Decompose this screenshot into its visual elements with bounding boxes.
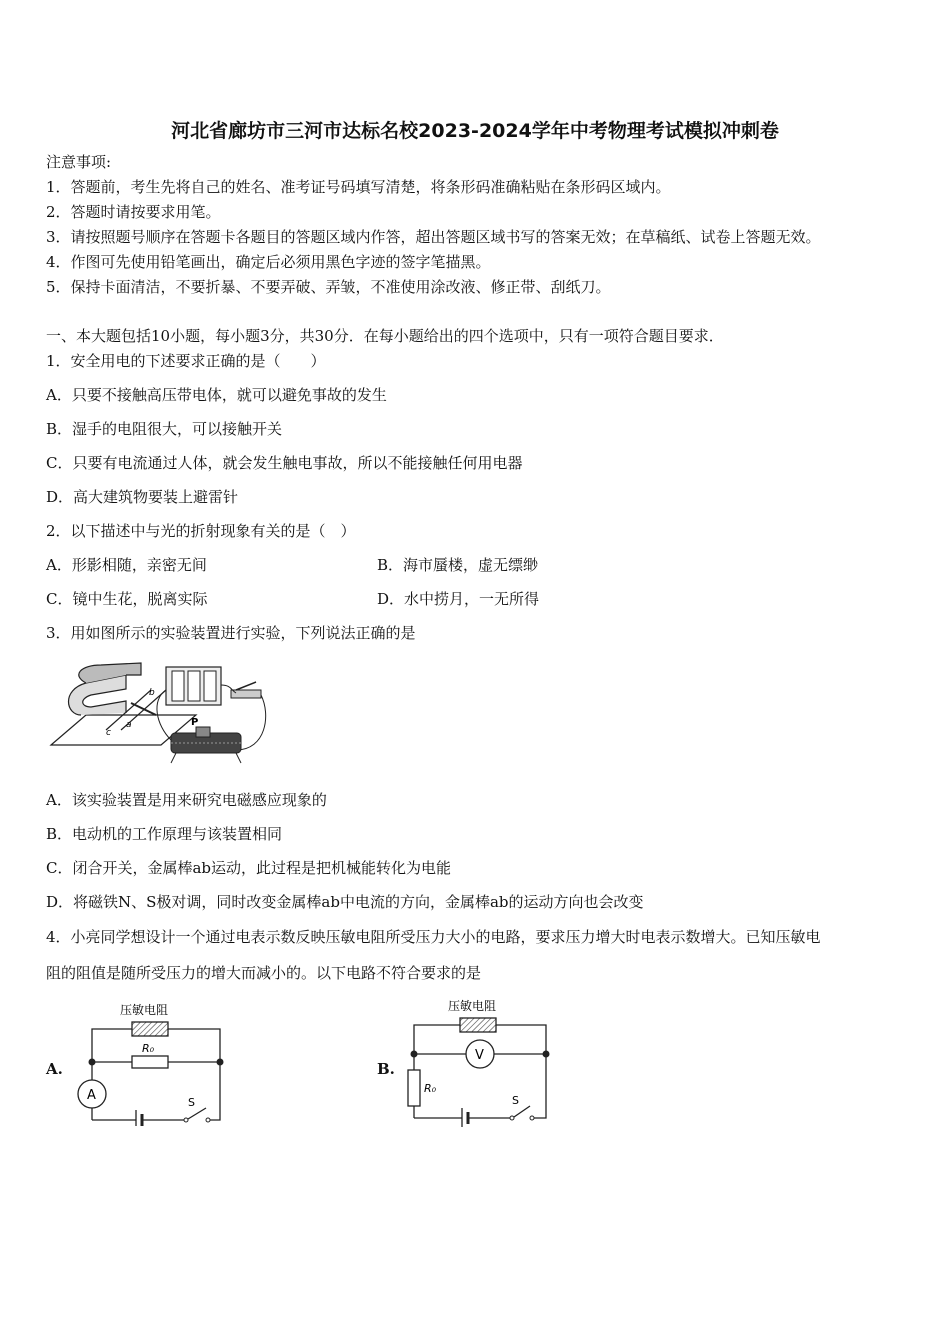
circuit-a-r0-label: R₀ <box>142 1042 155 1055</box>
section-heading: 一、本大题包括10小题，每小题3分，共30分．在每小题给出的四个选项中，只有一项符合题目要求． <box>46 327 724 345</box>
q4-circuit-a <box>70 996 240 1126</box>
circuit-b-switch-label: S <box>512 1094 519 1107</box>
circuit-a-sensor-resistor <box>132 1022 168 1036</box>
note-item-5: 5．保持卡面清洁，不要折暴、不要弄破、弄皱，不准使用涂改液、修正带、刮纸刀。 <box>46 278 611 296</box>
q2-option-b: B．海市蜃楼，虚无缥缈 <box>377 556 539 574</box>
q4-circuit-b <box>398 992 563 1127</box>
q4-stem-line2: 阻的阻值是随所受压力的增大而减小的。以下电路不符合要求的是 <box>46 964 482 982</box>
q2-option-c: C．镜中生花，脱离实际 <box>46 590 208 608</box>
q3-option-a: A．该实验装置是用来研究电磁感应现象的 <box>46 791 327 809</box>
q2-stem: 2．以下描述中与光的折射现象有关的是（ ） <box>46 522 356 540</box>
label-c: c <box>106 728 111 738</box>
circuit-b-switch <box>514 1106 530 1117</box>
circuit-b-sensor-label: 压敏电阻 <box>448 999 497 1013</box>
label-a: a <box>126 720 132 730</box>
q1-option-c: C．只要有电流通过人体，就会发生触电事故，所以不能接触任何用电器 <box>46 454 523 472</box>
notes-heading: 注意事项: <box>46 153 112 171</box>
note-item-4: 4．作图可先使用铅笔画出，确定后必须用黑色字迹的签字笔描黑。 <box>46 253 491 271</box>
circuit-b-r0-resistor <box>408 1070 420 1106</box>
circuit-a-switch <box>188 1108 206 1119</box>
q3-apparatus-figure <box>46 655 276 775</box>
q4-option-b-label: B. <box>377 1060 395 1078</box>
q2-option-a: A．形影相随，亲密无间 <box>46 556 207 574</box>
label-p: P <box>191 717 199 728</box>
note-item-1: 1．答题前，考生先将自己的姓名、准考证号码填写清楚，将条形码准确粘贴在条形码区域内。 <box>46 178 671 196</box>
circuit-a-sensor-label: 压敏电阻 <box>120 1003 169 1017</box>
q3-stem: 3．用如图所示的实验装置进行实验，下列说法正确的是 <box>46 624 416 642</box>
circuit-a-meter-label: A <box>87 1088 96 1103</box>
q4-stem-line1: 4．小亮同学想设计一个通过电表示数反映压敏电阻所受压力大小的电路，要求压力增大时电表示数增大。已知压敏电 <box>46 928 821 946</box>
q1-stem: 1．安全用电的下述要求正确的是（ ） <box>46 352 326 370</box>
q3-option-d: D．将磁铁N、S极对调，同时改变金属棒ab中电流的方向，金属棒ab的运动方向也会改变 <box>46 893 644 911</box>
q1-option-b: B．湿手的电阻很大，可以接触开关 <box>46 420 283 438</box>
circuit-b-meter-label: V <box>475 1048 484 1063</box>
circuit-a-switch-label: S <box>188 1096 195 1109</box>
q2-option-d: D．水中捞月，一无所得 <box>377 590 540 608</box>
document-title: 河北省廊坊市三河市达标名校2023-2024学年中考物理考试模拟冲刺卷 <box>171 120 779 142</box>
q4-option-a-label: A. <box>46 1060 63 1078</box>
note-item-3: 3．请按照题号顺序在答题卡各题目的答题区域内作答，超出答题区域书写的答案无效；在草稿纸、试卷上答题无效。 <box>46 228 821 246</box>
circuit-a-r0-resistor <box>132 1056 168 1068</box>
q1-option-a: A．只要不接触高压带电体，就可以避免事故的发生 <box>46 386 387 404</box>
q1-option-d: D．高大建筑物要装上避雷针 <box>46 488 239 506</box>
q3-option-b: B．电动机的工作原理与该装置相同 <box>46 825 283 843</box>
note-item-2: 2．答题时请按要求用笔。 <box>46 203 221 221</box>
circuit-b-r0-label: R₀ <box>424 1082 437 1095</box>
q3-option-c: C．闭合开关，金属棒ab运动，此过程是把机械能转化为电能 <box>46 859 452 877</box>
label-b: b <box>149 688 155 698</box>
circuit-b-sensor-resistor <box>460 1018 496 1032</box>
